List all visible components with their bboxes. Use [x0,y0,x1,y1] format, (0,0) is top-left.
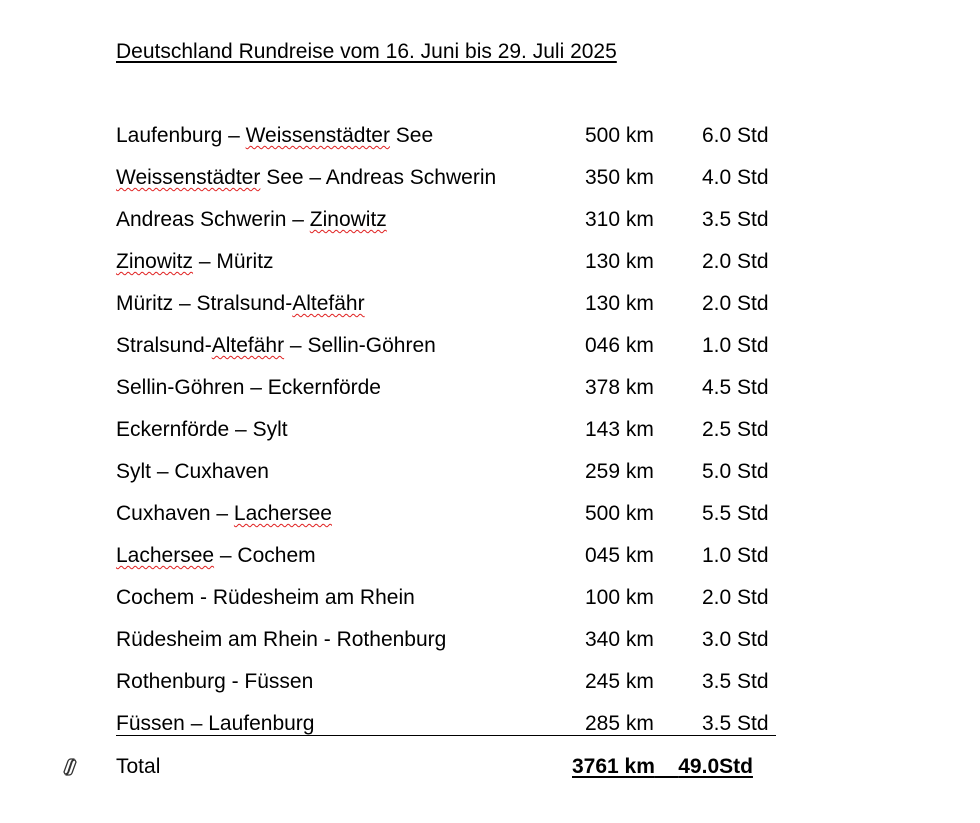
route-duration: 5.0 Std [702,460,769,483]
spellcheck-word[interactable]: Weissenstädter [245,124,390,147]
route-text: – Cochem [214,544,316,567]
route-distance: 500 km [585,124,654,147]
route-text: Rothenburg - Füssen [116,670,314,693]
route-text: Cuxhaven – [116,502,234,525]
route-distance: 130 km [585,250,654,273]
route-text: – Müritz [193,250,274,273]
route-row [0,541,980,571]
route-duration: 2.0 Std [702,292,769,315]
route-duration: 4.5 Std [702,376,769,399]
route-label [116,499,332,529]
total-std: 49.0Std [678,755,753,778]
total-label: Total [116,755,161,778]
route-text: Cochem - Rüdesheim am Rhein [116,586,415,609]
table-bottom-rule [116,735,776,736]
route-text: Rüdesheim am Rhein - Rothenburg [116,628,447,651]
route-row [0,331,980,361]
route-row [0,247,980,277]
route-distance: 285 km [585,712,654,735]
total-km: 3761 km [572,755,655,778]
route-label [116,415,288,445]
spellcheck-word[interactable]: Zinowitz [309,208,387,231]
route-duration: 3.5 Std [702,670,769,693]
route-duration: 6.0 Std [702,124,769,147]
route-text: – Sellin-Göhren [284,334,436,357]
route-distance: 245 km [585,670,654,693]
route-text: Sylt – Cuxhaven [116,460,269,483]
route-label [116,625,446,655]
route-label [116,667,313,697]
route-distance: 100 km [585,586,654,609]
route-label [116,289,365,319]
spellcheck-word[interactable]: Altefähr [292,292,365,315]
route-distance: 378 km [585,376,654,399]
route-text: Müritz – Stralsund- [116,292,293,315]
spellcheck-word[interactable]: Zinowitz [116,250,194,273]
route-label [116,205,387,235]
route-duration: 3.5 Std [702,208,769,231]
spellcheck-word[interactable]: Lachersee [116,544,215,567]
document-title: Deutschland Rundreise vom 16. Juni bis 29. Juli 2025 [116,40,617,63]
route-row [0,499,980,529]
route-row [0,457,980,487]
route-text: Füssen – Laufenburg [116,712,315,735]
route-duration: 4.0 Std [702,166,769,189]
route-text: Sellin-Göhren – Eckernförde [116,376,381,399]
route-distance: 045 km [585,544,654,567]
route-row [0,205,980,235]
route-distance: 259 km [585,460,654,483]
route-text: Laufenburg – [116,124,246,147]
route-row [0,163,980,193]
route-text: See [389,124,434,147]
route-row [0,625,980,655]
route-text: See – Andreas Schwerin [260,166,497,189]
spellcheck-word[interactable]: Altefähr [211,334,285,357]
spellcheck-word[interactable]: Weissenstädter [116,166,261,189]
route-text: Andreas Schwerin – [116,208,310,231]
route-row [0,289,980,319]
route-label [116,373,381,403]
route-duration: 1.0 Std [702,334,769,357]
route-row [0,121,980,151]
route-distance: 340 km [585,628,654,651]
route-distance: 500 km [585,502,654,525]
route-distance: 130 km [585,292,654,315]
route-duration: 2.0 Std [702,250,769,273]
route-duration: 2.0 Std [702,586,769,609]
route-text: Stralsund- [116,334,212,357]
route-label [116,247,274,277]
route-label [116,583,415,613]
route-distance: 143 km [585,418,654,441]
route-row [0,583,980,613]
route-row [0,373,980,403]
route-label [116,163,496,193]
route-duration: 1.0 Std [702,544,769,567]
route-row [0,415,980,445]
spellcheck-word[interactable]: Lachersee [233,502,332,525]
route-label [116,457,269,487]
route-duration: 3.0 Std [702,628,769,651]
total-values [572,752,753,782]
route-distance: 350 km [585,166,654,189]
route-label [116,331,436,361]
route-distance: 310 km [585,208,654,231]
route-duration: 5.5 Std [702,502,769,525]
route-label [116,121,433,151]
route-duration: 2.5 Std [702,418,769,441]
total-row [0,752,980,782]
route-row [0,667,980,697]
route-distance: 046 km [585,334,654,357]
route-label [116,541,316,571]
route-text: Eckernförde – Sylt [116,418,288,441]
route-duration: 3.5 Std [702,712,769,735]
